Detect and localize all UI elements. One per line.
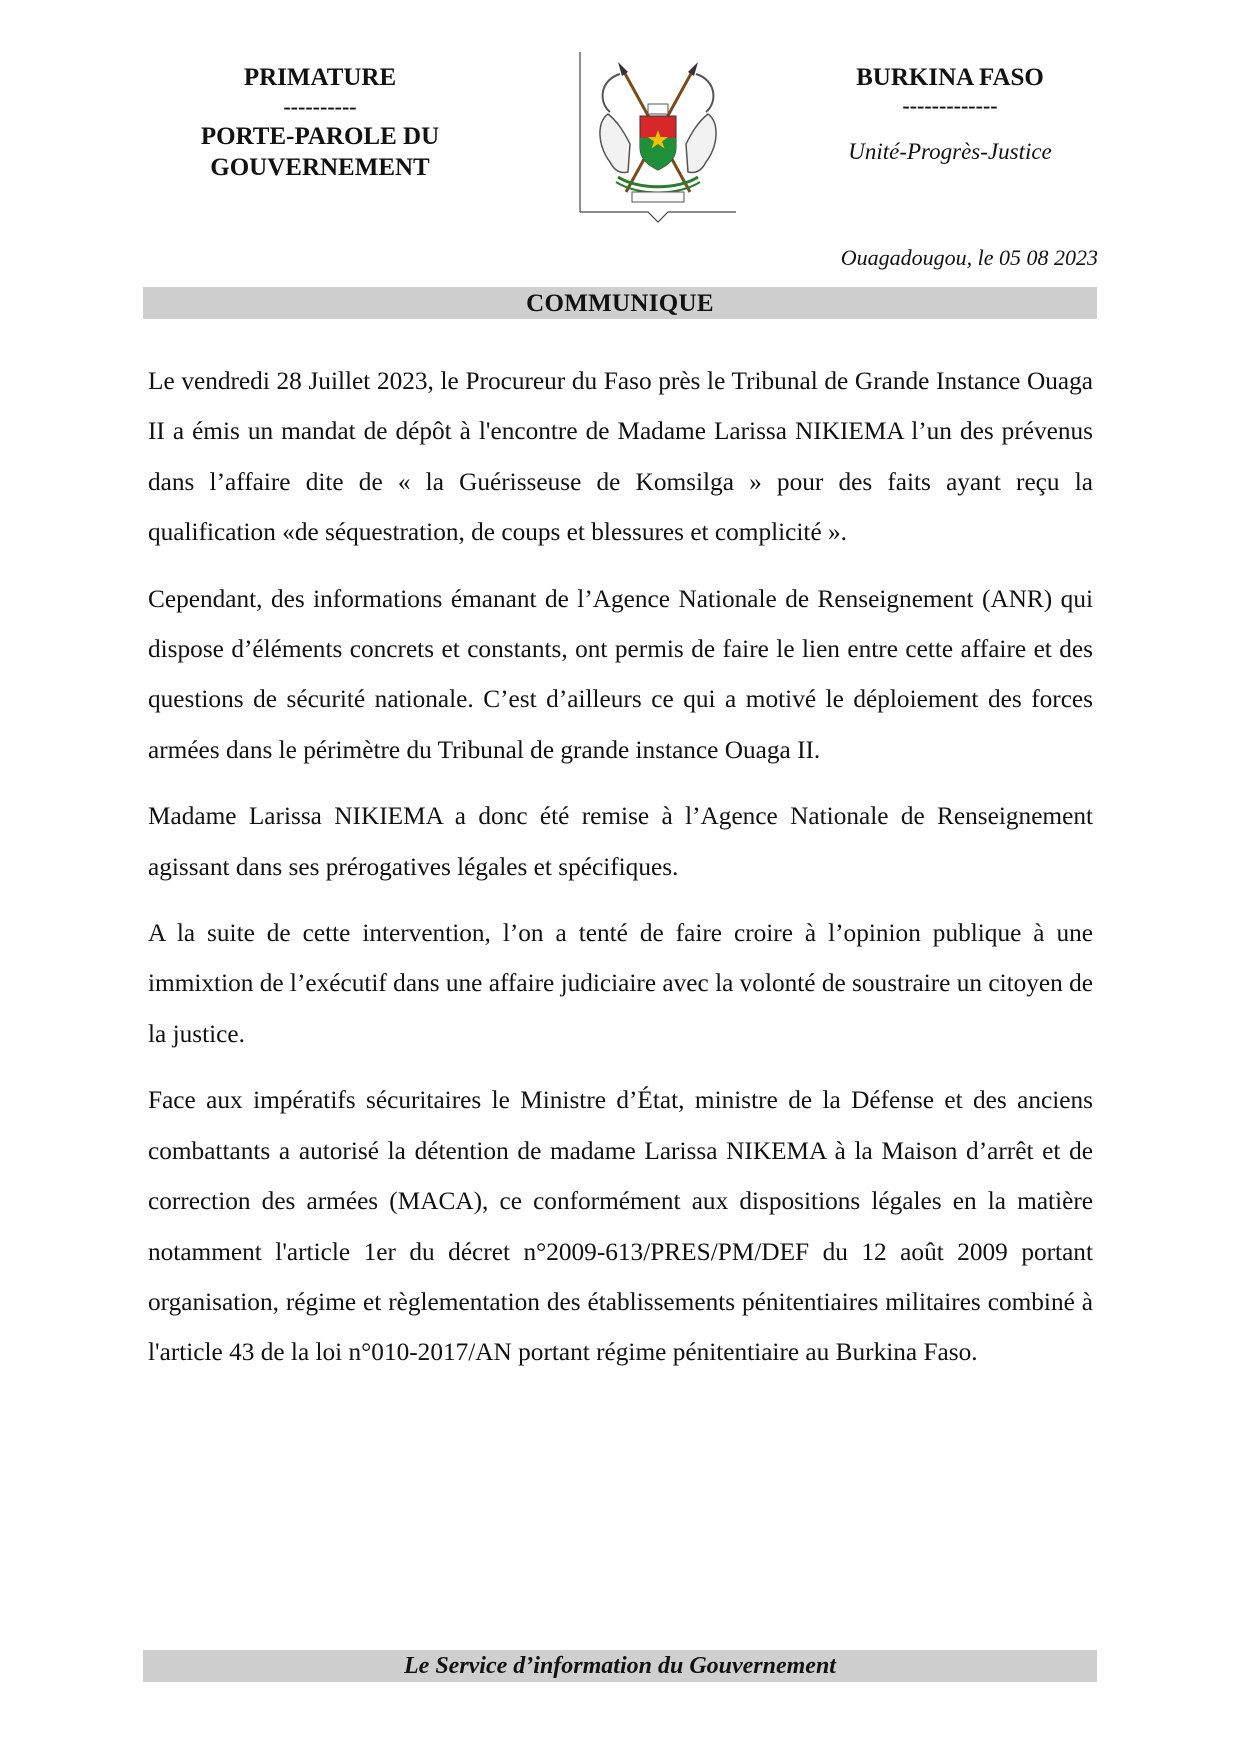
issuer-name: PRIMATURE: [243, 64, 397, 91]
issuer-office-line1: PORTE-PAROLE DU: [200, 123, 440, 150]
document-signature: Le Service d’information du Gouvernement: [143, 1650, 1097, 1682]
country-block: [805, 62, 1095, 167]
coat-of-arms-icon: [578, 52, 738, 224]
country-motto: Unité-Progrès-Justice: [848, 139, 1052, 164]
body-paragraph: Face aux impératifs sécuritaires le Ministre d’État, ministre de la Défense et des anciens combattants a autorisé la détention de madame Larissa NIKEMA à la Maison d’arrêt et de correction des armées (MACA), ce conformément aux dispositions légales en la matière notamment l'article 1er du décret n°2009-613/PRES/PM/DEF du 12 août 2009 portant organisation, régime et règlementation des établissements pénitentiaires militaires combiné à l'article 43 de la loi n°010-2017/AN portant régime pénitentiaire au Burkina Faso.: [148, 1086, 1093, 1367]
issuer-separator: ----------: [283, 94, 357, 119]
issuer-office-line2: GOUVERNEMENT: [210, 154, 430, 181]
body-paragraph: A la suite de cette intervention, l’on a tenté de faire croire à l’opinion publique à une immixtion de l’exécutif dans une affaire judiciaire avec la volonté de soustraire un citoyen de la justice.: [148, 919, 1094, 1048]
document-date: Ouagadougou, le 05 08 2023: [840, 245, 1098, 270]
body-paragraph: Madame Larissa NIKIEMA a donc été remise à l’Agence Nationale de Renseignement agissant dans ses prérogatives légales et spécifiques.: [148, 802, 1093, 881]
body-paragraph: Cependant, des informations émanant de l’Agence Nationale de Renseignement (ANR) qui dispose d’éléments concrets et constants, ont permis de faire le lien entre cette affaire et des questions de sécurité nationale. C’est d’ailleurs ce qui a motivé le déploiement des forces armées dans le périmètre du Tribunal de grande instance Ouaga II.: [148, 584, 1093, 764]
document-body: [148, 356, 1093, 1394]
country-name: BURKINA FASO: [856, 64, 1044, 91]
issuer-block: [150, 62, 490, 183]
body-paragraph: Le vendredi 28 Juillet 2023, le Procureur du Faso près le Tribunal de Grande Instance Ouaga II a émis un mandat de dépôt à l'encontre de Madame Larissa NIKIEMA l’un des prévenus dans l’affaire dite de « la Guérisseuse de Komsilga » pour des faits ayant reçu la qualification «de séquestration, de coups et blessures et complicité ».: [148, 367, 1093, 547]
country-separator: -------------: [902, 93, 998, 118]
document-title: COMMUNIQUE: [143, 287, 1097, 319]
